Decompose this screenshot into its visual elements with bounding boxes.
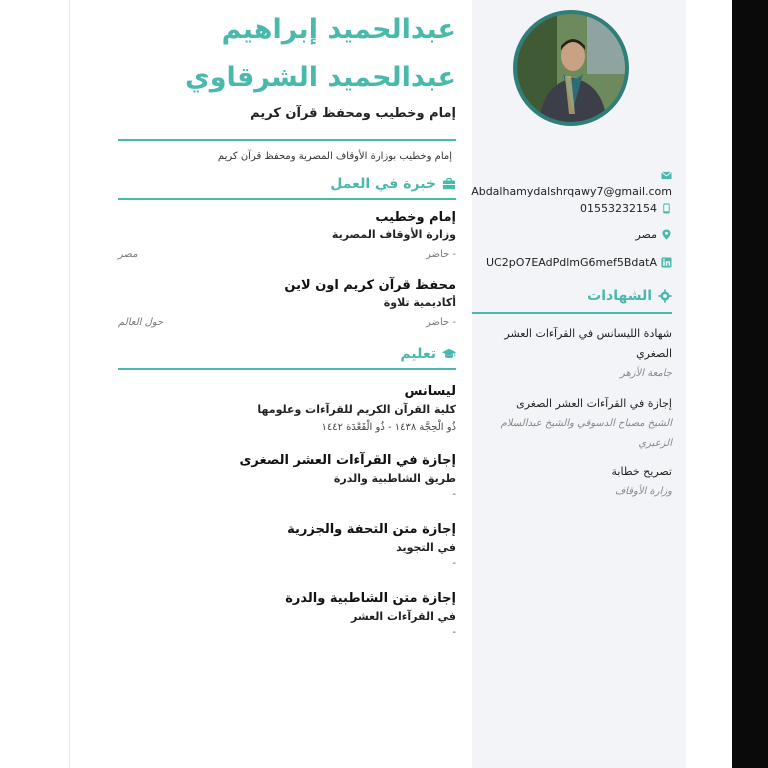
job-organization: وزارة الأوقاف المصرية — [331, 228, 456, 241]
education-subtitle: كلية القرآن الكريم للقرآءات وعلومها — [257, 403, 456, 416]
education-subtitle: في القرآءات العشر — [350, 610, 456, 623]
phone-text[interactable]: 01553232154 — [580, 202, 657, 215]
job-title: محفظ قرآن كريم اون لاين — [284, 278, 456, 293]
experience-item — [118, 278, 456, 328]
linkedin-icon — [661, 257, 672, 268]
education-title-text: تعليم — [400, 346, 436, 362]
job-title: إمام وخطيب — [375, 210, 456, 225]
education-date: - — [452, 627, 456, 638]
certificates-title-text: الشهادات — [587, 288, 652, 304]
briefcase-icon — [442, 177, 456, 191]
certificate-issuer: الشيخ مصباح الدسوقي والشيخ عبدالسلام الزعبري — [500, 418, 672, 449]
education-date: - — [452, 558, 456, 569]
sidebar — [472, 0, 686, 768]
education-item — [118, 522, 456, 569]
certificate-issuer: جامعة الأزهر — [619, 368, 672, 379]
job-period: - حاضر — [425, 317, 456, 328]
job-period: - حاضر — [425, 249, 456, 260]
contact-phone — [580, 202, 672, 215]
profile-photo-icon — [517, 14, 625, 122]
education-title: إجازة متن التحفة والجزرية — [287, 522, 456, 537]
job-meta — [118, 317, 456, 328]
main-column — [118, 0, 456, 768]
education-title: ليسانس — [404, 384, 456, 399]
resume-page — [70, 0, 732, 768]
education-subtitle: في التجويد — [396, 541, 456, 554]
job-location: حول العالم — [118, 317, 164, 328]
certificate-item — [482, 324, 672, 384]
experience-title-text: خبرة في العمل — [330, 176, 436, 192]
email-text[interactable]: Abdalhamydalshrqawy7@gmail.com — [471, 185, 672, 198]
location-text: مصر — [635, 228, 657, 241]
education-date: ذُو الْحِجَّة ١٤٣٨ - ذُو الْقَعْدَة ١٤٤٢ — [321, 422, 456, 433]
certificate-item — [482, 394, 672, 454]
contact-location — [635, 228, 672, 241]
contact-email — [471, 170, 672, 198]
headline: إمام وخطيب ومحفظ قرآن كريم — [250, 106, 456, 121]
divider — [118, 139, 456, 141]
certificates-section-title — [472, 288, 672, 314]
education-title: إجازة متن الشاطبية والدرة — [285, 591, 456, 606]
education-item — [118, 453, 456, 500]
job-organization: أكاديمية تلاوة — [383, 296, 456, 309]
certificate-name: تصريح خطابة — [611, 465, 672, 478]
education-subtitle: طريق الشاطبية والدرة — [333, 472, 456, 485]
page-left-margin — [0, 0, 70, 768]
envelope-icon — [661, 170, 672, 181]
experience-section-title — [118, 176, 456, 200]
channel-text[interactable]: UC2pO7EAdPdlmG6mef5BdatA — [485, 256, 657, 269]
experience-item — [118, 210, 456, 260]
education-date: - — [452, 489, 456, 500]
map-pin-icon — [661, 229, 672, 240]
certificate-issuer: وزارة الأوقاف — [614, 486, 672, 497]
job-location: مصر — [118, 249, 138, 260]
certificate-name: شهادة الليسانس في القرآءات العشر الصغري — [504, 327, 672, 360]
avatar — [513, 10, 629, 126]
full-name: عبدالحميد إبراهيم عبدالحميد الشرقاوي — [184, 14, 456, 93]
education-item — [118, 591, 456, 638]
education-item — [118, 384, 456, 433]
gear-badge-icon — [658, 289, 672, 303]
education-title: إجازة في القرآءات العشر الصغرى — [239, 453, 456, 468]
job-meta — [118, 249, 456, 260]
education-section-title — [118, 346, 456, 370]
summary: إمام وخطيب بوزارة الأوقاف المصرية ومحفظ قرآن كريم — [217, 151, 452, 162]
phone-icon — [661, 203, 672, 214]
graduation-cap-icon — [442, 347, 456, 361]
certificate-name: إجازة في القرآءات العشر الصغرى — [516, 397, 672, 410]
contact-channel — [486, 256, 672, 269]
certificate-item — [482, 462, 672, 502]
screen-edge — [732, 0, 768, 768]
